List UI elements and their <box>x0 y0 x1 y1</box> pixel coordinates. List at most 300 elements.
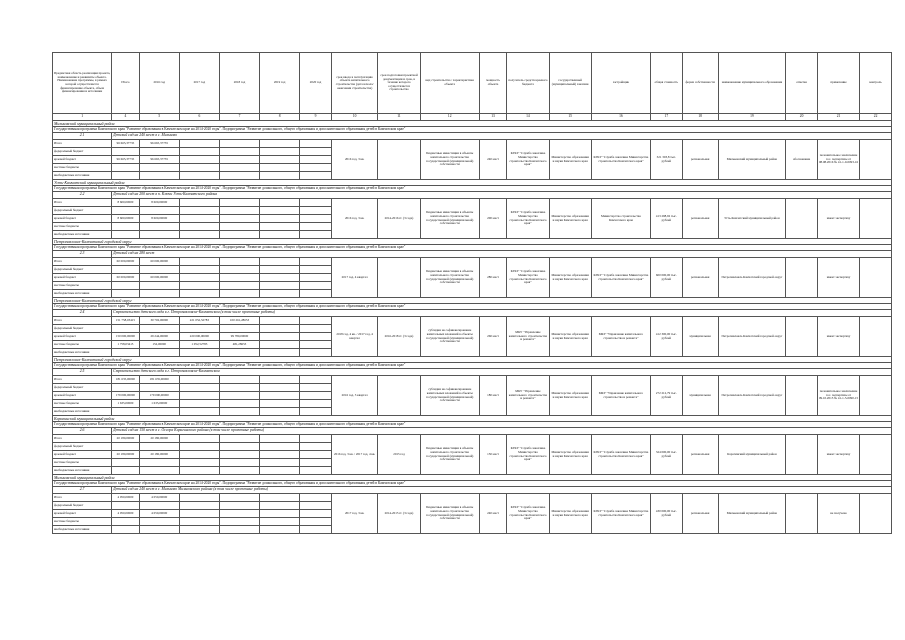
object-name: Детский сад на 150 мест в с. Оссора Карагинского района (в том числе проектные работы) <box>112 428 892 435</box>
finance-row <box>53 199 892 207</box>
cost-cell: 413 298,92 тыс. рублей <box>650 199 682 239</box>
finance-source: краевой бюджет <box>53 333 112 341</box>
kind-cell: Бюджетные инвестиции в объекты капитального строительства государственной (муниципальной) собственности <box>420 494 479 534</box>
finance-value <box>260 156 300 164</box>
finance-value <box>300 376 332 384</box>
kind-cell: Бюджетные инвестиции в объекты капитального строительства государственной (муниципальной) собственности <box>420 199 479 239</box>
finance-value: 8 600,00000 <box>112 215 139 223</box>
years-cell: 2015 год <box>378 435 420 475</box>
finance-value <box>139 502 179 510</box>
form-cell: региональная <box>682 140 718 180</box>
finance-value <box>300 156 332 164</box>
capacity-cell: 240 мест <box>479 140 506 180</box>
investment-table <box>52 52 892 534</box>
col-number: 14 <box>507 114 549 121</box>
finance-value <box>139 172 179 180</box>
header-cell: Предметная область реализации проекта, наименование и реквизиты объекта. Наименование программы, в рамках которой осуществляется финансирование объекта, объем финансирования и источники <box>53 53 112 114</box>
header-cell: государственный (муниципальный) заказчик <box>549 53 591 114</box>
finance-source: местные бюджеты <box>53 223 112 231</box>
finance-value <box>300 164 332 172</box>
finance-value: 8 600,00000 <box>112 199 139 207</box>
col-number: 19 <box>718 114 786 121</box>
finance-value <box>219 156 259 164</box>
finance-value <box>219 518 259 526</box>
finance-source: местные бюджеты <box>53 400 112 408</box>
finance-value <box>300 467 332 475</box>
finance-value <box>112 172 139 180</box>
form-cell: региональная <box>682 258 718 298</box>
finance-value <box>139 282 179 290</box>
object-row <box>53 192 892 199</box>
finance-value <box>260 172 300 180</box>
finance-value <box>260 467 300 475</box>
header-cell: форма собственности <box>682 53 718 114</box>
header-cell: Итого <box>112 53 139 114</box>
finance-value <box>179 290 219 298</box>
finance-value <box>112 231 139 239</box>
finance-value <box>300 459 332 467</box>
cost-cell: 412 300,00 тыс. рублей <box>650 317 682 357</box>
finance-value <box>260 317 300 325</box>
object-number: 2.5 <box>53 369 112 376</box>
header-cell: контроль <box>860 53 892 114</box>
finance-value <box>260 384 300 392</box>
program-name: Государственная программа Камчатского края "Развитие образования в Камчатском крае на 2014-2020 годы". Подпрограмма "Развитие дошкольного, общего образования и дополнительного образования детей в Камчатском крае" <box>53 186 892 192</box>
header-cell: общая стоимость <box>650 53 682 114</box>
finance-value <box>300 435 332 443</box>
finance-value <box>260 349 300 357</box>
receiver-cell: МКУ "Управление капитального строительства и ремонта" <box>507 376 549 416</box>
finance-value: 8 600,00000 <box>139 199 179 207</box>
finance-value <box>219 258 259 266</box>
finance-source: местные бюджеты <box>53 459 112 467</box>
years-cell <box>378 258 420 298</box>
finance-value <box>139 231 179 239</box>
kind-cell: Бюджетные инвестиции в объекты капитального строительства государственной (муниципальной) собственности <box>420 258 479 298</box>
finance-value <box>112 349 139 357</box>
finance-value <box>260 290 300 298</box>
finance-value <box>219 215 259 223</box>
finance-value <box>219 349 259 357</box>
col-number: 13 <box>479 114 506 121</box>
control-cell <box>860 258 892 298</box>
finance-row <box>53 140 892 148</box>
finance-value <box>219 274 259 282</box>
finance-source: Итого <box>53 494 112 502</box>
finance-value <box>219 325 259 333</box>
finance-value <box>300 199 332 207</box>
finance-value <box>260 223 300 231</box>
finance-value <box>260 518 300 526</box>
control-cell <box>860 140 892 180</box>
program-name: Государственная программа Камчатского края "Развитие образования в Камчатском крае на 2014-2020 годы". Подпрограмма "Развитие дошкольного, общего образования и дополнительного образования детей в Камчатском крае" <box>53 481 892 487</box>
customer-cell: Министерство образования и науки Камчатского края <box>549 140 591 180</box>
note-cell: имеет экспертизу <box>817 317 859 357</box>
finance-value <box>139 290 179 298</box>
finance-source: местные бюджеты <box>53 518 112 526</box>
finance-value: 96 665,37735 <box>112 140 139 148</box>
mo-cell: Петропавловск-Камчатский городской округ <box>718 376 786 416</box>
finance-value <box>139 518 179 526</box>
capacity-cell: 180 мест <box>479 376 506 416</box>
object-row <box>53 310 892 317</box>
finance-value <box>260 282 300 290</box>
form-cell: муниципальная <box>682 317 718 357</box>
col-number: 8 <box>260 114 300 121</box>
finance-value <box>139 526 179 534</box>
mark-cell <box>786 376 818 416</box>
finance-value <box>300 502 332 510</box>
header-cell: 2019 год <box>260 53 300 114</box>
finance-value <box>179 349 219 357</box>
finance-value <box>112 290 139 298</box>
col-number: 5 <box>139 114 179 121</box>
finance-value <box>139 459 179 467</box>
col-number: 4 <box>112 114 139 121</box>
term-cell: 2016 год, 3 квартал <box>331 376 377 416</box>
finance-value <box>300 223 332 231</box>
object-name: Детский сад на 240 мест в с. Мильково <box>112 133 892 140</box>
finance-value: 20 180,00000 <box>112 451 139 459</box>
object-row <box>53 133 892 140</box>
finance-value <box>300 408 332 416</box>
col-number: 7 <box>219 114 259 121</box>
finance-value: 181 635,00000 <box>139 376 179 384</box>
object-row <box>53 369 892 376</box>
customer-cell: Министерство образования и науки Камчатского края <box>549 199 591 239</box>
finance-value <box>112 502 139 510</box>
col-number: 21 <box>817 114 859 121</box>
finance-value <box>260 274 300 282</box>
district-name: Петропавловск-Камчатский городской округ <box>53 357 892 363</box>
finance-value <box>260 333 300 341</box>
object-number: 2.6 <box>53 428 112 435</box>
header-cell: мощность объекта <box>479 53 506 114</box>
finance-value <box>219 231 259 239</box>
note-cell: не получено <box>817 494 859 534</box>
mo-cell: Мильковский муниципальный район <box>718 140 786 180</box>
finance-value <box>112 164 139 172</box>
finance-value <box>112 266 139 274</box>
finance-value <box>179 325 219 333</box>
finance-value: 1 635,00000 <box>139 400 179 408</box>
finance-source: внебюджетные источники <box>53 349 112 357</box>
finance-value <box>300 172 332 180</box>
finance-value <box>179 400 219 408</box>
program-name: Государственная программа Камчатского края "Развитие образования в Камчатском крае на 2014-2020 годы". Подпрограмма "Развитие дошкольного, общего образования и дополнительного образования детей в Камчатском крае" <box>53 245 892 251</box>
finance-value <box>179 510 219 518</box>
note-cell: положительное заключение гос. экспертизы от 09.10.2015 № 41-1-5-0090-15 <box>817 376 859 416</box>
finance-source: Итого <box>53 258 112 266</box>
customer-cell: Министерство образования и науки Камчатского края <box>549 494 591 534</box>
finance-source: краевой бюджет <box>53 510 112 518</box>
finance-value <box>179 258 219 266</box>
finance-value: 20 180,00000 <box>139 451 179 459</box>
finance-value <box>260 510 300 518</box>
finance-value <box>300 266 332 274</box>
finance-source: внебюджетные источники <box>53 172 112 180</box>
finance-value <box>219 223 259 231</box>
finance-value <box>300 207 332 215</box>
mark-cell: обоснование <box>786 140 818 180</box>
finance-value <box>260 231 300 239</box>
finance-value: 60 000,00000 <box>139 274 179 282</box>
district-name: Мильковский муниципальный район <box>53 121 892 127</box>
term-cell: 2016 год, 3 кв. <box>331 199 377 239</box>
col-number: 17 <box>650 114 682 121</box>
col-number: 12 <box>420 114 479 121</box>
finance-value <box>300 290 332 298</box>
years-cell: 2016-2018 гг. (3 года) <box>378 317 420 357</box>
finance-value <box>300 451 332 459</box>
finance-value <box>219 435 259 443</box>
finance-value <box>260 140 300 148</box>
finance-value <box>139 349 179 357</box>
term-cell: 2017 год, 3 кв. <box>331 494 377 534</box>
capacity-cell: 150 мест <box>479 435 506 475</box>
finance-value <box>219 510 259 518</box>
finance-value <box>139 266 179 274</box>
customer-cell: Министерство образования и науки Камчатского края <box>549 258 591 298</box>
finance-value: 8 600,00000 <box>139 215 179 223</box>
finance-value <box>179 502 219 510</box>
finance-row <box>53 258 892 266</box>
note-cell: имеет экспертизу <box>817 258 859 298</box>
finance-value <box>219 282 259 290</box>
finance-value <box>179 518 219 526</box>
finance-value <box>179 164 219 172</box>
finance-value <box>260 148 300 156</box>
receiver-cell: КГКУ "Служба заказчика Министерства строительства Камчатского края" <box>507 258 549 298</box>
builder-cell: КГКУ "Служба заказчика Министерства строительства Камчатского края" <box>591 258 650 298</box>
program-name: Государственная программа Камчатского края "Развитие образования в Камчатском крае на 2014-2020 годы". Подпрограмма "Развитие дошкольного, общего образования и дополнительного образования детей в Камчатском крае" <box>53 304 892 310</box>
column-number-row <box>53 114 892 121</box>
receiver-cell: КГКУ "Служба заказчика Министерства строительства Камчатского края" <box>507 494 549 534</box>
finance-value <box>219 502 259 510</box>
mo-cell: Петропавловск-Камчатский городской округ <box>718 317 786 357</box>
finance-value <box>300 510 332 518</box>
program-name: Государственная программа Камчатского края "Развитие образования в Камчатском крае на 2014-2020 годы". Подпрограмма "Развитие дошкольного, общего образования и дополнительного образования детей в Камчатском крае" <box>53 422 892 428</box>
years-cell <box>378 140 420 180</box>
term-cell: 2018 год, 4 кв. / 2017 год, 4 квартал <box>331 317 377 357</box>
finance-value <box>179 140 219 148</box>
finance-value <box>179 207 219 215</box>
finance-value: 151 758,03415 <box>112 317 139 325</box>
finance-value <box>219 266 259 274</box>
builder-cell: КГКУ "Служба заказчика Министерства строительства Камчатского края" <box>591 435 650 475</box>
finance-source: внебюджетные источники <box>53 526 112 534</box>
receiver-cell: КГКУ "Служба заказчика Министерства строительства Камчатского края" <box>507 435 549 475</box>
mo-cell: Усть-Камчатский муниципальный район <box>718 199 786 239</box>
program-name: Государственная программа Камчатского края "Развитие образования в Камчатском крае на 2014-2020 годы". Подпрограмма "Развитие дошкольного, общего образования и дополнительного образования детей в Камчатском крае" <box>53 127 892 133</box>
finance-source: федеральный бюджет <box>53 384 112 392</box>
finance-value <box>112 443 139 451</box>
finance-value <box>112 325 139 333</box>
finance-source: Итого <box>53 376 112 384</box>
finance-value <box>219 148 259 156</box>
finance-value <box>112 518 139 526</box>
header-cell: примечание <box>817 53 859 114</box>
finance-value <box>179 459 219 467</box>
mark-cell <box>786 435 818 475</box>
finance-value <box>300 494 332 502</box>
finance-value <box>260 526 300 534</box>
cost-cell: 600 000,00 тыс. рублей <box>650 258 682 298</box>
object-name: Детский сад на 200 мест в п. Ключи Усть-Камчатского района <box>112 192 892 199</box>
finance-source: федеральный бюджет <box>53 443 112 451</box>
control-cell <box>860 435 892 475</box>
finance-row <box>53 435 892 443</box>
col-number: 6 <box>179 114 219 121</box>
finance-value <box>139 443 179 451</box>
finance-source: федеральный бюджет <box>53 325 112 333</box>
header-cell: срок ввода в эксплуатацию объекта капитального строительства (дата начала/окончания строительства) <box>331 53 377 114</box>
finance-value <box>260 435 300 443</box>
finance-value <box>112 148 139 156</box>
finance-value <box>260 215 300 223</box>
finance-value: 4 050,00000 <box>139 494 179 502</box>
finance-value <box>260 400 300 408</box>
form-cell: региональная <box>682 199 718 239</box>
finance-source: Итого <box>53 199 112 207</box>
finance-value <box>300 400 332 408</box>
finance-value <box>179 231 219 239</box>
finance-value: 20 180,00000 <box>139 435 179 443</box>
finance-value: 60 000,00000 <box>139 258 179 266</box>
finance-row <box>53 376 892 384</box>
customer-cell: Министерство образования и науки Камчатского края <box>549 317 591 357</box>
builder-cell: КГКУ "Служба заказчика Министерства строительства Камчатского края" <box>591 140 650 180</box>
header-cell: получатель средств краевого бюджета <box>507 53 549 114</box>
finance-value <box>219 400 259 408</box>
finance-value: 4 050,00000 <box>112 494 139 502</box>
mo-cell: Мильковский муниципальный район <box>718 494 786 534</box>
receiver-cell: МКУ "Управление капитального строительства и ремонта" <box>507 317 549 357</box>
header-cell: 2020 год <box>300 53 332 114</box>
finance-value <box>179 494 219 502</box>
finance-value: 152,00000 <box>139 341 179 349</box>
header-cell: отметка <box>786 53 818 114</box>
finance-value <box>139 148 179 156</box>
finance-value <box>179 199 219 207</box>
finance-value <box>139 408 179 416</box>
capacity-cell: 280 мест <box>479 258 506 298</box>
object-name: Строительство детского сада в г. Петропавловске-Камчатском (в том числе проектные работы) <box>112 310 892 317</box>
col-number: 20 <box>786 114 818 121</box>
object-number: 2.7 <box>53 487 112 494</box>
finance-value <box>300 274 332 282</box>
builder-cell: КГКУ "Служба заказчика Министерства строительства Камчатского края" <box>591 494 650 534</box>
finance-value <box>139 223 179 231</box>
header-cell: 2018 год <box>219 53 259 114</box>
finance-row <box>53 494 892 502</box>
header-cell: 2016 год <box>139 53 179 114</box>
col-number: 9 <box>300 114 332 121</box>
finance-value <box>260 494 300 502</box>
finance-source: федеральный бюджет <box>53 148 112 156</box>
finance-value <box>139 164 179 172</box>
object-number: 2.1 <box>53 133 112 140</box>
finance-value <box>260 266 300 274</box>
finance-source: краевой бюджет <box>53 156 112 164</box>
finance-value <box>179 451 219 459</box>
finance-value <box>219 392 259 400</box>
finance-value <box>260 164 300 172</box>
term-cell: 2016 год, 3 кв. / 2017 год, 4 кв. <box>331 435 377 475</box>
finance-value: 4 050,00000 <box>139 510 179 518</box>
finance-value <box>300 341 332 349</box>
finance-value <box>139 467 179 475</box>
finance-value <box>300 384 332 392</box>
finance-source: краевой бюджет <box>53 274 112 282</box>
finance-value <box>112 459 139 467</box>
finance-value <box>260 408 300 416</box>
capacity-cell: 200 мест <box>479 199 506 239</box>
finance-value <box>219 164 259 172</box>
object-name: Строительство детского сада в г. Петропавловске-Камчатском <box>112 369 892 376</box>
note-cell: имеет экспертизу <box>817 435 859 475</box>
control-cell <box>860 494 892 534</box>
finance-value: 179 000,00000 <box>139 392 179 400</box>
finance-value <box>219 526 259 534</box>
finance-source: внебюджетные источники <box>53 290 112 298</box>
col-number: 15 <box>549 114 591 121</box>
finance-value <box>179 467 219 475</box>
finance-value <box>260 376 300 384</box>
district-name: Петропавловск-Камчатский городской округ <box>53 239 892 245</box>
finance-value: 221 052,52783 <box>179 317 219 325</box>
finance-value <box>260 459 300 467</box>
district-name: Петропавловск-Камчатский городской округ <box>53 298 892 304</box>
finance-value <box>300 392 332 400</box>
finance-source: краевой бюджет <box>53 215 112 223</box>
program-name: Государственная программа Камчатского края "Развитие образования в Камчатском крае на 2014-2020 годы". Подпрограмма "Развитие дошкольного, общего образования и дополнительного образования детей в Камчатском крае" <box>53 363 892 369</box>
form-cell: региональная <box>682 494 718 534</box>
finance-value <box>179 223 219 231</box>
finance-source: Итого <box>53 140 112 148</box>
finance-value: 96 665,37735 <box>139 156 179 164</box>
district-name: Мильковский муниципальный район <box>53 475 892 481</box>
col-number: 11 <box>378 114 420 121</box>
object-number: 2.4 <box>53 310 112 317</box>
control-cell <box>860 376 892 416</box>
finance-source: внебюджетные источники <box>53 467 112 475</box>
finance-value <box>300 325 332 333</box>
finance-row <box>53 317 892 325</box>
finance-value: 30 702,00000 <box>139 317 179 325</box>
finance-value: 481,28653 <box>219 341 259 349</box>
finance-value <box>179 408 219 416</box>
finance-value: 150 000,00000 <box>112 333 139 341</box>
receiver-cell: КГКУ "Служба заказчика Министерства строительства Камчатского края" <box>507 199 549 239</box>
cost-cell: 430 000,00 тыс. рублей <box>650 494 682 534</box>
finance-value <box>179 384 219 392</box>
finance-value <box>260 451 300 459</box>
header-row <box>53 53 892 114</box>
finance-source: внебюджетные источники <box>53 408 112 416</box>
builder-cell: МКУ "Управление капитального строительства и ремонта" <box>591 317 650 357</box>
finance-value <box>179 526 219 534</box>
col-number: 10 <box>331 114 377 121</box>
finance-value <box>219 467 259 475</box>
mark-cell <box>786 494 818 534</box>
object-number: 2.2 <box>53 192 112 199</box>
finance-value: 96 665,37735 <box>139 140 179 148</box>
finance-value <box>179 215 219 223</box>
finance-value: 1 052,52783 <box>179 341 219 349</box>
finance-value <box>300 333 332 341</box>
finance-value <box>260 325 300 333</box>
